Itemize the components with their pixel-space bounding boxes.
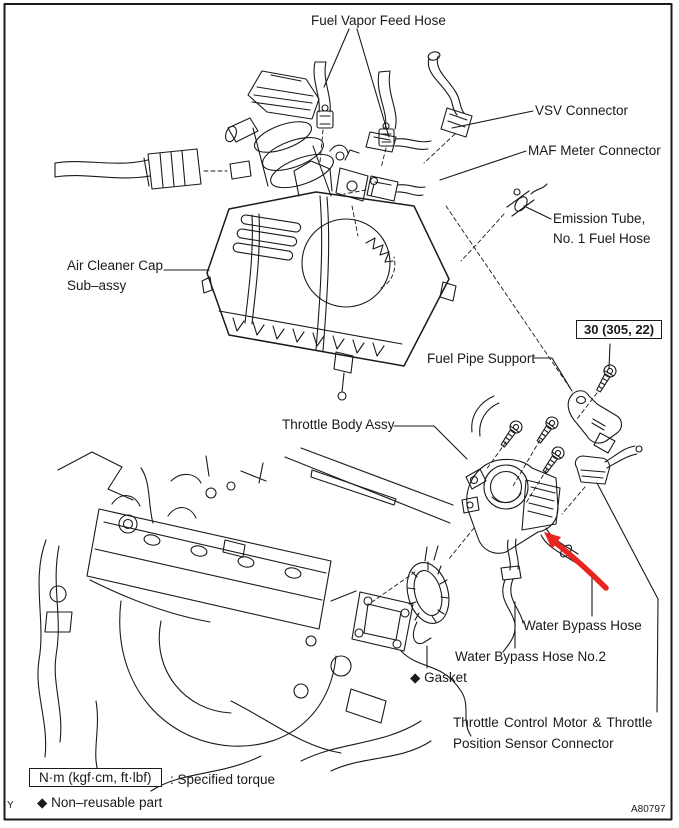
legend-text: : Specified torque bbox=[170, 772, 276, 787]
air-cleaner-cap-drawing bbox=[202, 161, 456, 400]
label-text: MAF Meter Connector bbox=[528, 143, 661, 158]
label-text-line2: Position Sensor Connector bbox=[453, 736, 614, 751]
bolt-2 bbox=[534, 415, 560, 446]
legend-torque-description bbox=[170, 770, 275, 790]
torque-spec-box bbox=[576, 320, 662, 339]
label-gasket bbox=[410, 668, 467, 688]
label-maf-meter-connector bbox=[528, 141, 661, 161]
intake-duct-drawing bbox=[224, 71, 378, 201]
label-text-line2: Sub–assy bbox=[67, 278, 127, 293]
leader-lines bbox=[164, 29, 658, 712]
label-vsv-connector bbox=[535, 101, 628, 121]
label-text-line1: Air Cleaner Cap bbox=[67, 258, 164, 273]
red-pointer-arrow bbox=[544, 532, 606, 588]
maf-connector-drawing bbox=[367, 176, 425, 201]
bolt-1 bbox=[498, 419, 524, 450]
page-letter-text: Y bbox=[7, 800, 14, 811]
gasket-drawing bbox=[401, 546, 456, 644]
throttle-body-drawing bbox=[462, 396, 560, 570]
label-text: Fuel Vapor Feed Hose bbox=[311, 13, 446, 28]
figure-code-text: A80797 bbox=[631, 804, 666, 815]
label-throttle-body-assy bbox=[282, 415, 395, 435]
figure-code bbox=[631, 804, 665, 815]
legend-non-reusable bbox=[37, 793, 162, 813]
label-fuel-vapor-feed-hose bbox=[311, 11, 446, 31]
label-text: VSV Connector bbox=[535, 103, 629, 118]
page-letter bbox=[7, 800, 14, 811]
label-air-cleaner-cap bbox=[67, 256, 163, 296]
label-emission-tube bbox=[553, 209, 651, 249]
bolt-3 bbox=[540, 445, 566, 476]
emission-tube-drawing bbox=[507, 184, 547, 216]
fuel-vapor-hoses-drawing bbox=[314, 62, 396, 146]
legend-text: ◆ Non–reusable part bbox=[37, 795, 163, 810]
diagram-border-frame bbox=[5, 4, 672, 820]
bolt-torque bbox=[593, 363, 618, 394]
label-text-line1: Emission Tube, bbox=[553, 211, 646, 226]
left-inlet-hose-drawing bbox=[55, 149, 201, 189]
engine-drawing bbox=[38, 448, 471, 791]
label-water-bypass-hose bbox=[523, 616, 642, 636]
label-text: ◆ Gasket bbox=[410, 670, 467, 685]
label-text-line2: No. 1 Fuel Hose bbox=[553, 231, 651, 246]
legend-torque-units: N·m (kgf·cm, ft·lbf) bbox=[39, 770, 152, 785]
label-water-bypass-hose-no2 bbox=[455, 647, 606, 667]
label-text: Water Bypass Hose bbox=[523, 618, 642, 633]
water-bypass-hose-no2-drawing bbox=[501, 566, 523, 652]
legend-torque-box bbox=[29, 768, 162, 787]
torque-spec-value: 30 (305, 22) bbox=[584, 322, 655, 337]
label-text: Throttle Body Assy bbox=[282, 417, 395, 432]
label-text-line1: Throttle Control Motor & Throttle bbox=[453, 715, 653, 730]
label-text: Fuel Pipe Support bbox=[427, 351, 536, 366]
label-text: Water Bypass Hose No.2 bbox=[455, 649, 607, 664]
label-fuel-pipe-support bbox=[427, 349, 535, 369]
fuel-pipe-support-drawing bbox=[568, 391, 621, 453]
label-throttle-motor-connector bbox=[453, 712, 652, 754]
